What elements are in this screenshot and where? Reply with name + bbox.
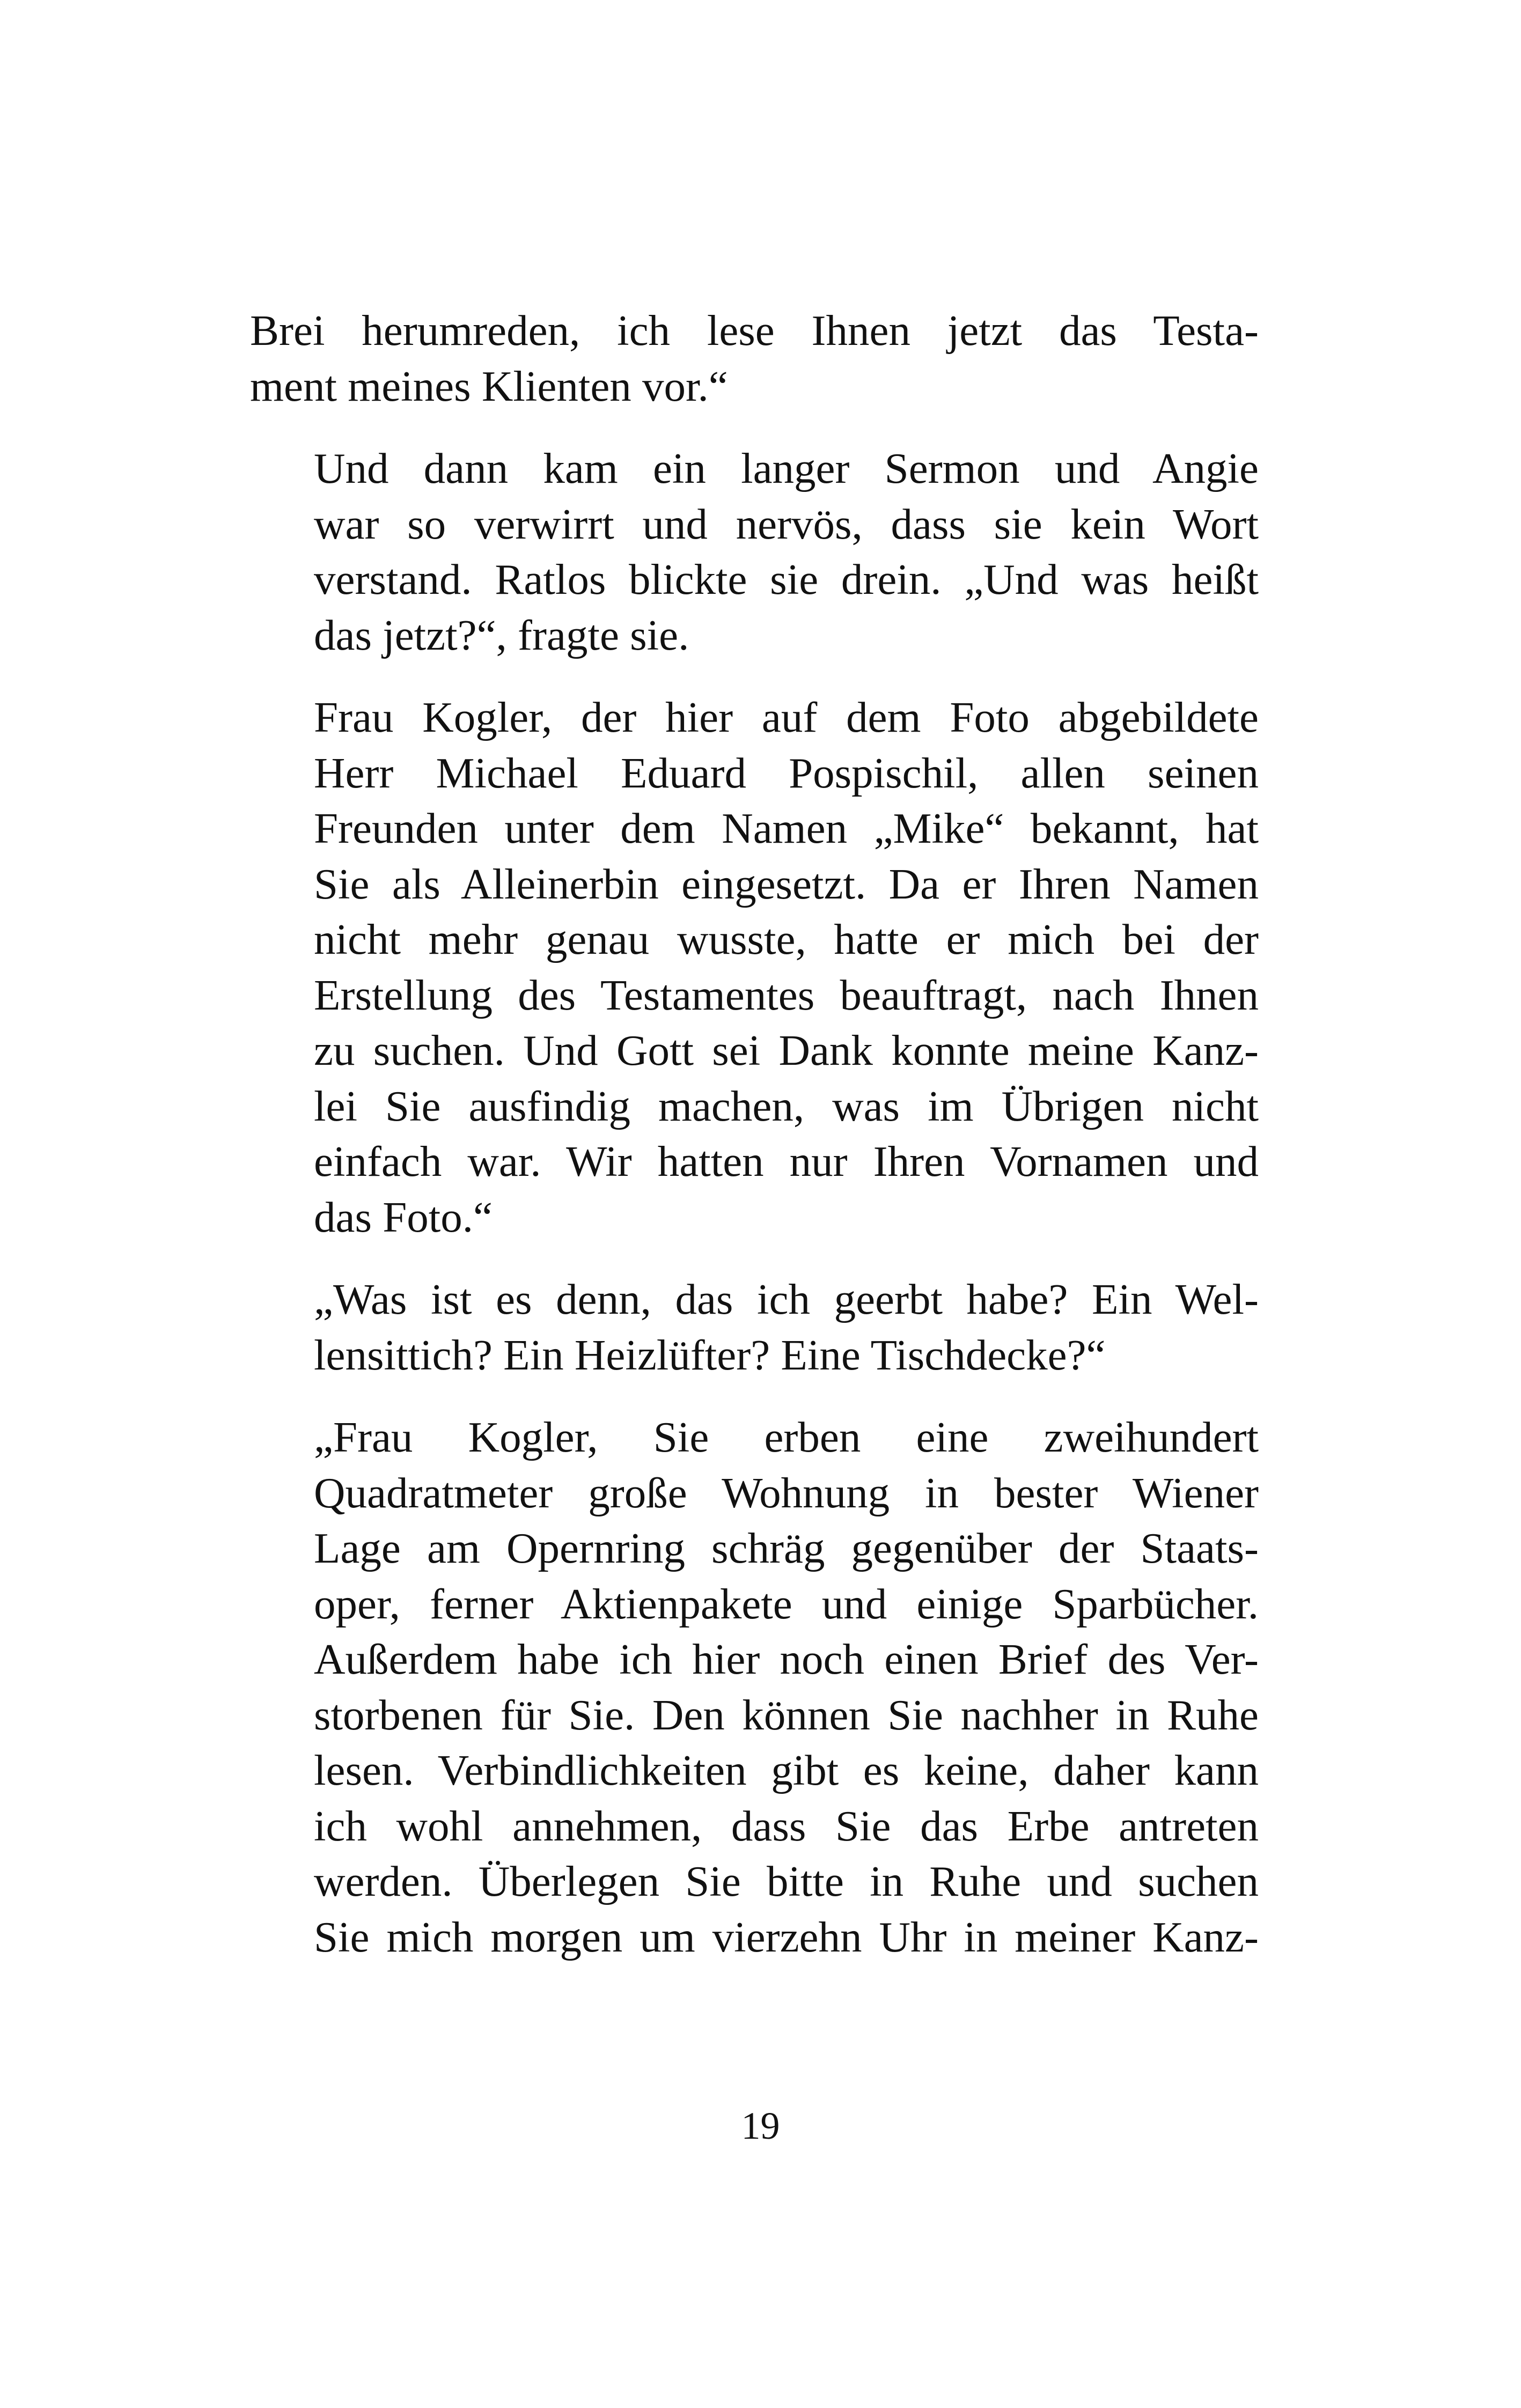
text-line: Lage am Opernring schräg gegenüber der Staats- (314, 1524, 1259, 1572)
text-line: Quadratmeter große Wohnung in bester Wiener (314, 1468, 1259, 1517)
text-line: Herr Michael Eduard Pospischil, allen seinen (314, 748, 1259, 797)
text-line: Frau Kogler, der hier auf dem Foto abgebildete (314, 693, 1259, 741)
paragraph-1 (250, 303, 1259, 414)
text-line: „Was ist es denn, das ich geerbt habe? Ein Wel- (314, 1275, 1259, 1323)
text-line: das Foto.“ (314, 1192, 493, 1241)
text-line: oper, ferner Aktienpakete und einige Sparbücher. (314, 1579, 1259, 1628)
text-line: nicht mehr genau wusste, hatte er mich bei der (314, 915, 1259, 963)
text-line: war so verwirrt und nervös, dass sie kein Wort (314, 499, 1259, 548)
text-line: „Frau Kogler, Sie erben eine zweihundert (314, 1413, 1259, 1461)
text-line: werden. Überlegen Sie bitte in Ruhe und suchen (314, 1857, 1259, 1905)
text-line: Sie mich morgen um vierzehn Uhr in meiner Kanz- (314, 1912, 1259, 1961)
text-line: lesen. Verbindlichkeiten gibt es keine, daher kann (314, 1746, 1259, 1794)
text-line: zu suchen. Und Gott sei Dank konnte meine Kanz- (314, 1026, 1259, 1074)
text-line: Und dann kam ein langer Sermon und Angie (314, 444, 1259, 492)
text-line: das jetzt?“, fragte sie. (314, 610, 689, 659)
body-text (250, 303, 1259, 1965)
text-line: verstand. Ratlos blickte sie drein. „Und was heißt (314, 555, 1259, 603)
text-line: storbenen für Sie. Den können Sie nachher in Ruhe (314, 1690, 1259, 1739)
text-line: einfach war. Wir hatten nur Ihren Vornamen und (314, 1137, 1259, 1185)
paragraph-2 (250, 441, 1259, 663)
paragraph-3 (250, 690, 1259, 1245)
text-line: lei Sie ausfindig machen, was im Übrigen nicht (314, 1081, 1259, 1130)
text-line: ment meines Klienten vor.“ (250, 362, 728, 410)
text-line: Freunden unter dem Namen „Mike“ bekannt, hat (314, 804, 1259, 852)
paragraph-5 (250, 1410, 1259, 1965)
text-line: Brei herumreden, ich lese Ihnen jetzt das Testa- (250, 306, 1259, 355)
text-line: Sie als Alleinerbin eingesetzt. Da er Ihren Namen (314, 859, 1259, 908)
text-line: lensittich? Ein Heizlüfter? Eine Tischdecke?“ (314, 1330, 1106, 1379)
paragraph-4 (250, 1272, 1259, 1383)
text-line: Erstellung des Testamentes beauftragt, nach Ihnen (314, 970, 1259, 1019)
page-number: 19 (741, 2104, 780, 2147)
text-line: Außerdem habe ich hier noch einen Brief des Ver- (314, 1635, 1259, 1683)
text-line: ich wohl annehmen, dass Sie das Erbe antreten (314, 1801, 1259, 1850)
